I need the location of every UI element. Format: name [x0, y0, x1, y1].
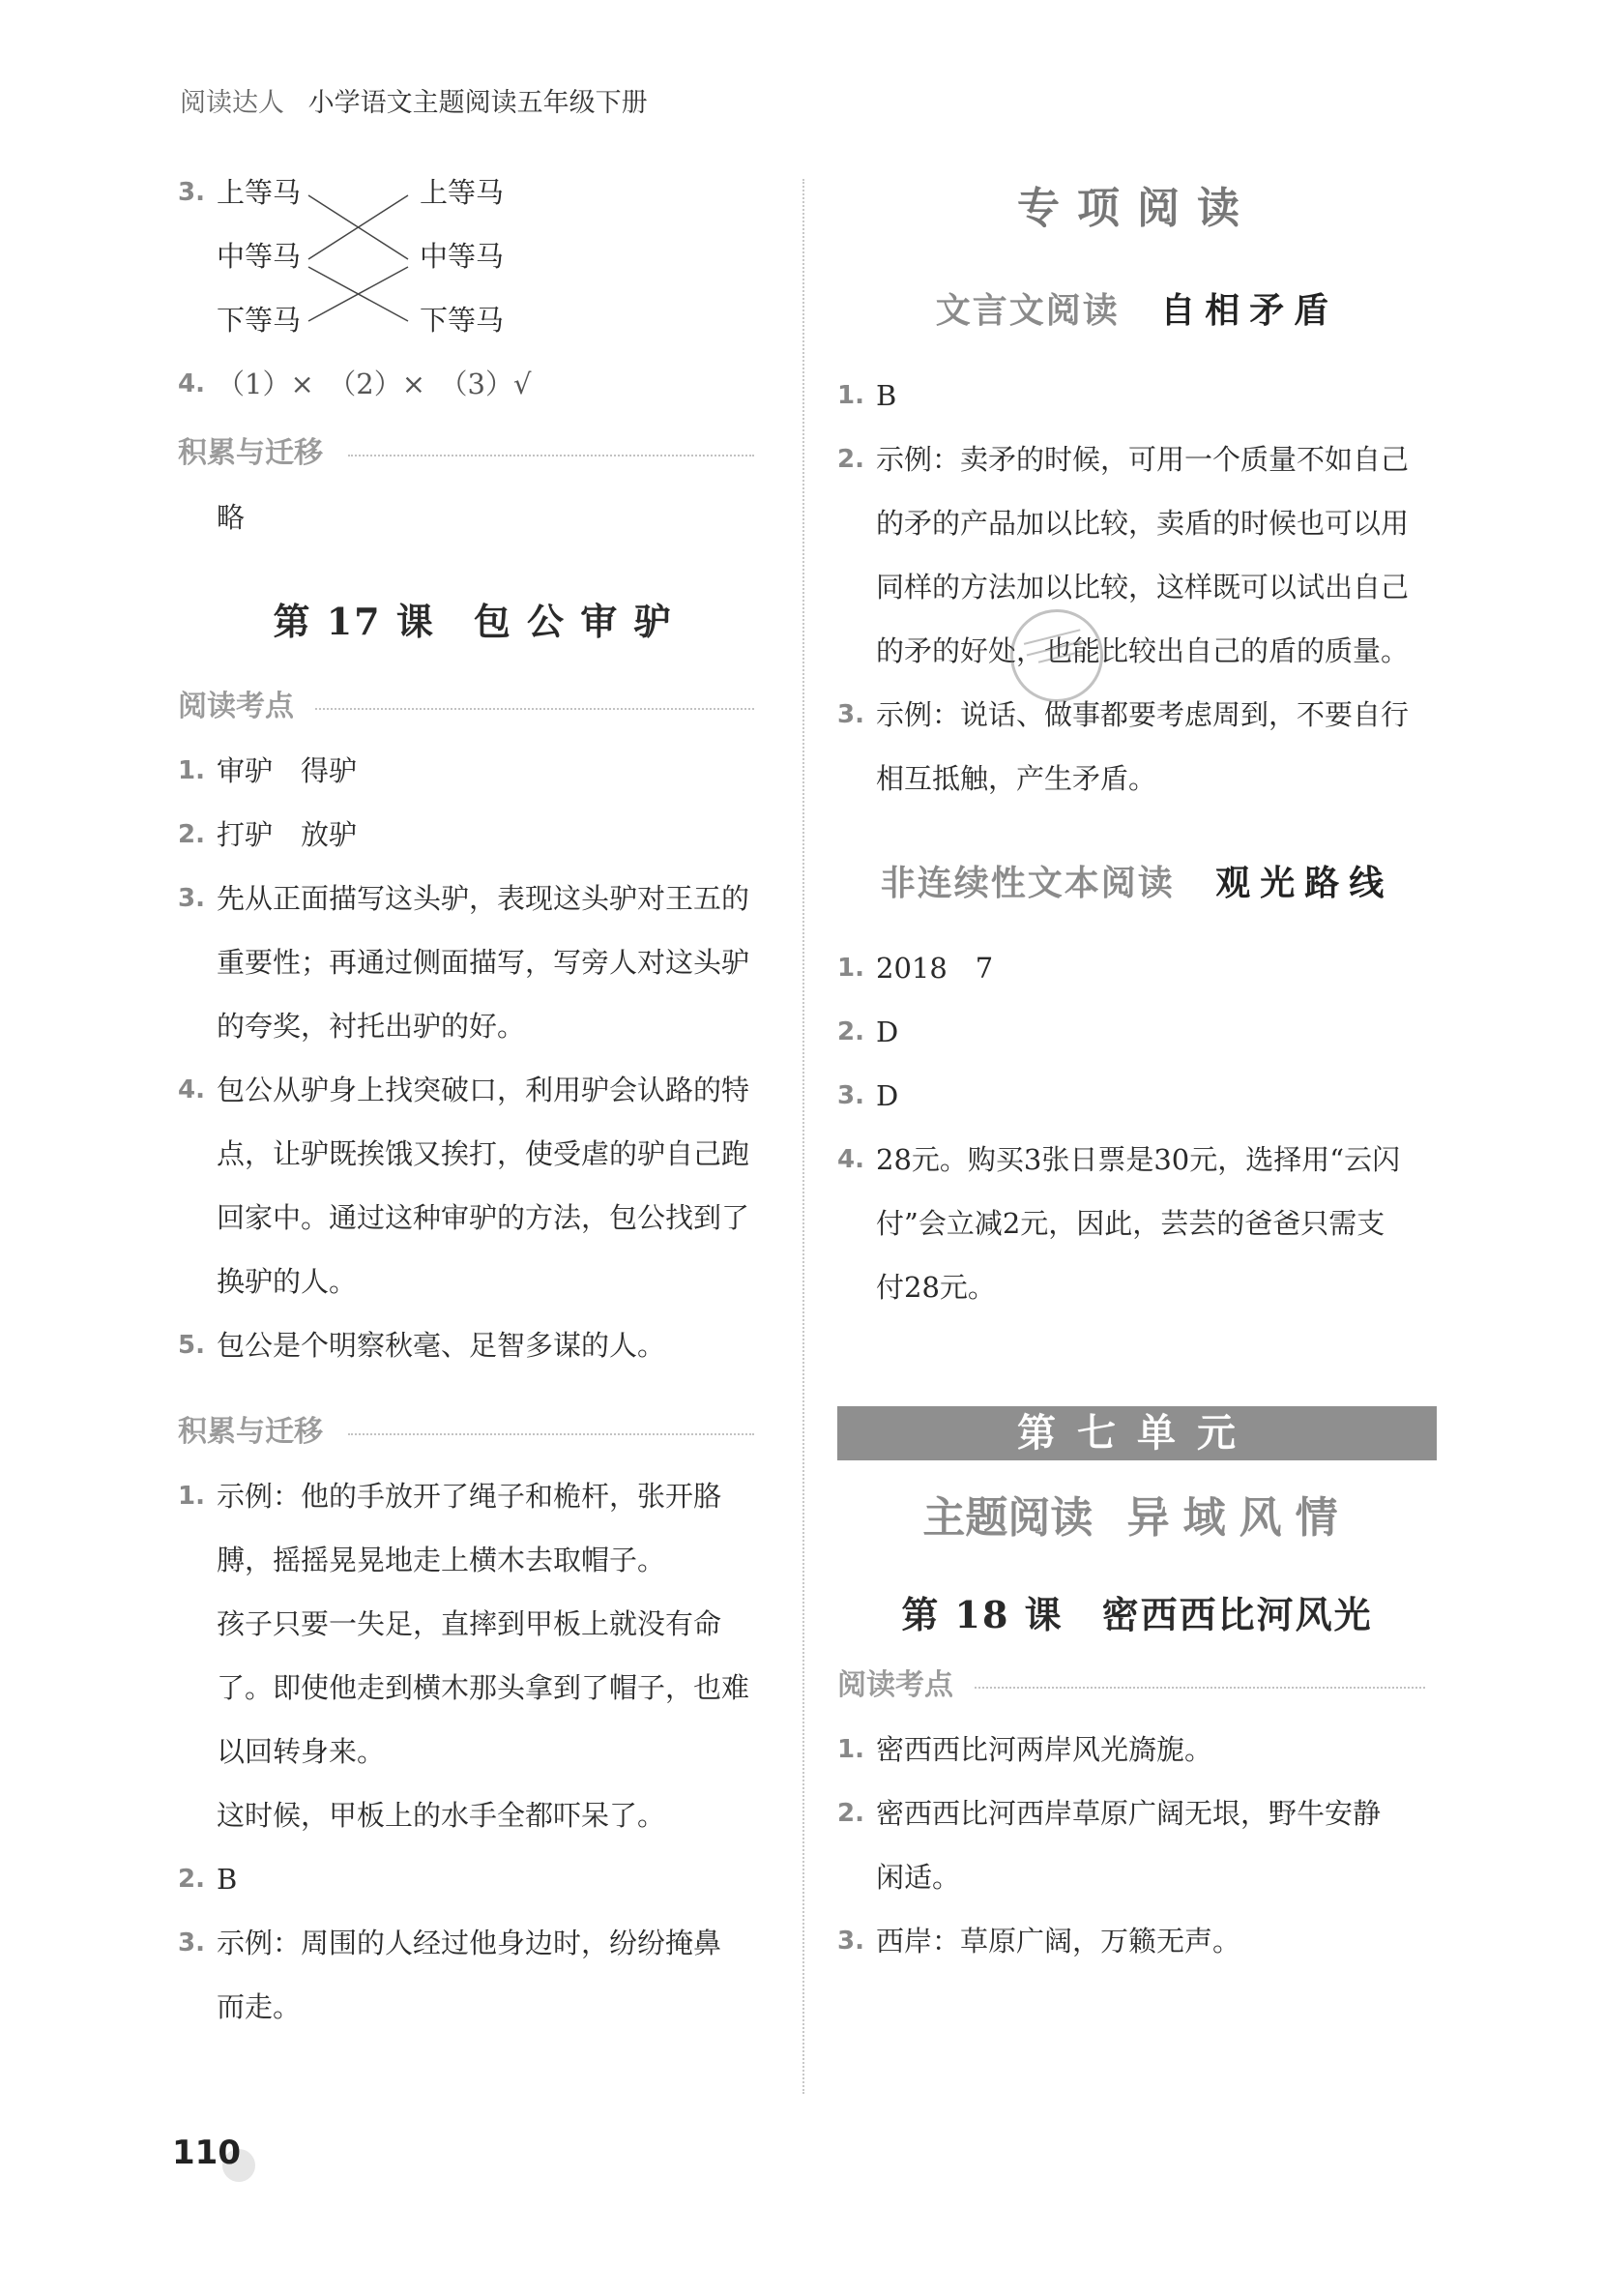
answer-line: 以回转身来。: [217, 1735, 386, 1768]
reading-title: 观光路线: [1215, 863, 1394, 903]
answer-line: 西岸：草原广阔，万籁无声。: [876, 1925, 1241, 1957]
reading-title: 自相矛盾: [1160, 290, 1339, 331]
section-label-text: 积累与迁移: [178, 1415, 323, 1449]
question-number: 3.: [178, 884, 205, 913]
dotted-rule: [975, 1687, 1425, 1689]
answer-line: 换驴的人。: [217, 1265, 358, 1298]
dotted-rule: [348, 1433, 754, 1435]
answer-line: 包公从驴身上找突破口，利用驴会认路的特: [217, 1074, 750, 1106]
answer-line: B: [217, 1863, 238, 1896]
question-number: 2.: [178, 1865, 205, 1894]
section-label: [178, 422, 768, 486]
answer-item: [837, 1000, 1437, 1064]
answer-text: 略: [217, 501, 246, 534]
question-number: 1.: [837, 381, 864, 410]
page-number: 110: [172, 2134, 241, 2172]
answer-item: [837, 683, 1437, 810]
answer-item: [837, 1781, 1437, 1909]
answer-item: [837, 1064, 1437, 1128]
answer-item: [178, 486, 768, 549]
theme-title: 异域风情: [1126, 1493, 1352, 1543]
question-number: 5.: [178, 1331, 205, 1360]
answer-item: [178, 803, 768, 867]
answer-line: D: [876, 1079, 899, 1112]
answer-line: 打驴 放驴: [217, 818, 358, 851]
question-number: 1.: [178, 756, 205, 785]
answer-line: 示例：周围的人经过他身边时，纷纷掩鼻: [217, 1927, 722, 1959]
reading-type: 文言文阅读: [935, 291, 1120, 331]
answer-line: 点，让驴既挨饿又挨打，使受虐的驴自己跑: [217, 1137, 750, 1170]
answer-line: 示例：说话、做事都要考虑周到，不要自行: [876, 698, 1410, 731]
answer-line: 的矛的产品加以比较，卖盾的时候也可以用: [876, 507, 1410, 540]
question-number: 1.: [837, 1735, 864, 1764]
answer-line: 同样的方法加以比较，这样既可以试出自己: [876, 571, 1410, 603]
answer-text: （1）× （2）× （3）√: [217, 368, 532, 400]
spacer: [837, 1319, 1437, 1406]
answer-line: B: [876, 379, 897, 412]
question-number: 3.: [837, 700, 864, 729]
answer-line: 而走。: [217, 1990, 302, 2023]
answer-line: 先从正面描写这头驴，表现这头驴对王五的: [217, 882, 750, 915]
column-divider: [802, 179, 804, 2094]
match-left-item: 中等马: [217, 240, 302, 273]
answer-line: 重要性；再通过侧面描写，写旁人对这头驴: [217, 946, 750, 979]
unit-banner: 第七单元: [837, 1406, 1437, 1460]
book-title: 小学语文主题阅读五年级下册: [307, 88, 648, 118]
classical-reading-heading: [837, 257, 1437, 364]
question-number: 2.: [837, 445, 864, 474]
answer-item: [178, 1058, 768, 1313]
dotted-rule: [315, 708, 754, 710]
question-number: 2.: [178, 820, 205, 849]
theme-reading-heading: [837, 1460, 1437, 1576]
reading-type: 非连续性文本阅读: [880, 864, 1175, 903]
answer-line: 示例：卖矛的时候，可用一个质量不如自己: [876, 443, 1410, 476]
answer-line: 28元。购买3张日票是30元，选择用“云闪: [876, 1143, 1401, 1176]
special-reading-title: 专项阅读: [1017, 184, 1257, 233]
answer-item: [837, 1909, 1437, 1973]
answer-item: [178, 1464, 768, 1847]
lesson-title: 第 17 课 包 公 审 驴: [273, 600, 673, 643]
section-label: [178, 1400, 768, 1464]
match-right-item: 下等马: [420, 304, 505, 337]
lesson-title: 第 18 课 密西西比河风光: [901, 1593, 1373, 1636]
question-number: 3.: [178, 1928, 205, 1957]
noncontinuous-reading-heading: [837, 830, 1437, 936]
question-number: 4.: [178, 1075, 205, 1104]
answer-line: 的矛的好处，也能比较出自己的盾的质量。: [876, 634, 1410, 667]
answer-line: 了。即使他走到横木那头拿到了帽子，也难: [217, 1671, 750, 1704]
answer-item: [178, 1313, 768, 1377]
question-number: 1.: [837, 954, 864, 983]
left-column: [178, 161, 768, 2039]
answer-line: 付”会立减2元，因此，芸芸的爸爸只需支: [876, 1207, 1385, 1240]
answer-item: [837, 1718, 1437, 1781]
answer-item: [178, 1911, 768, 2039]
match-right-item: 上等马: [420, 176, 505, 209]
answer-item: [178, 867, 768, 1058]
running-header: [180, 81, 648, 119]
answer-line: 回家中。通过这种审驴的方法，包公找到了: [217, 1201, 750, 1234]
answer-item: [837, 364, 1437, 427]
answer-item: [178, 739, 768, 803]
question-number: 2.: [837, 1017, 864, 1046]
answer-item: [837, 1128, 1437, 1319]
section-label: [837, 1654, 1437, 1718]
answer-line: 审驴 得驴: [217, 754, 358, 787]
answer-line: 密西西比河西岸草原广阔无垠，野牛安静: [876, 1797, 1382, 1830]
answer-line: 示例：他的手放开了绳子和桅杆，张开胳: [217, 1480, 722, 1513]
answer-line: 的夸奖，衬托出驴的好。: [217, 1010, 526, 1043]
section-label-text: 积累与迁移: [178, 436, 323, 470]
section-label-text: 阅读考点: [837, 1668, 953, 1702]
answer-line: 付28元。: [876, 1271, 996, 1304]
answer-line: 密西西比河两岸风光旖旎。: [876, 1733, 1213, 1766]
question-number: 4.: [837, 1145, 864, 1174]
question-number: 3.: [178, 178, 205, 207]
answer-line: 2018 7: [876, 952, 994, 985]
question-number: 3.: [837, 1927, 864, 1956]
answer-line: D: [876, 1016, 899, 1048]
theme-label: 主题阅读: [922, 1493, 1094, 1543]
answer-item: [837, 427, 1437, 683]
answer-line: 包公是个明察秋毫、足智多谋的人。: [217, 1329, 666, 1362]
match-left-item: 下等马: [217, 304, 302, 337]
answer-item: [178, 352, 768, 416]
answer-line: 相互抵触，产生矛盾。: [876, 762, 1157, 795]
question-number: 2.: [837, 1799, 864, 1828]
answer-line: 闲适。: [876, 1861, 961, 1894]
section-label-text: 阅读考点: [178, 690, 294, 723]
answer-item: [178, 1847, 768, 1911]
answer-line: 这时候，甲板上的水手全都吓呆了。: [217, 1799, 666, 1832]
question-number: 3.: [837, 1081, 864, 1110]
dotted-rule: [348, 455, 754, 456]
section-label: [178, 675, 768, 739]
match-left-item: 上等马: [217, 176, 302, 209]
question-number: 4.: [178, 369, 205, 398]
matching-question: [178, 161, 768, 352]
right-column: [837, 161, 1437, 1973]
series-brand: 阅读达人: [180, 88, 284, 118]
answer-line: 膊，摇摇晃晃地走上横木去取帽子。: [217, 1544, 666, 1576]
matching-lines: [178, 161, 565, 354]
match-right-item: 中等马: [420, 240, 505, 273]
question-number: 1.: [178, 1482, 205, 1511]
answer-item: [837, 936, 1437, 1000]
answer-line: 孩子只要一失足，直摔到甲板上就没有命: [217, 1607, 722, 1640]
